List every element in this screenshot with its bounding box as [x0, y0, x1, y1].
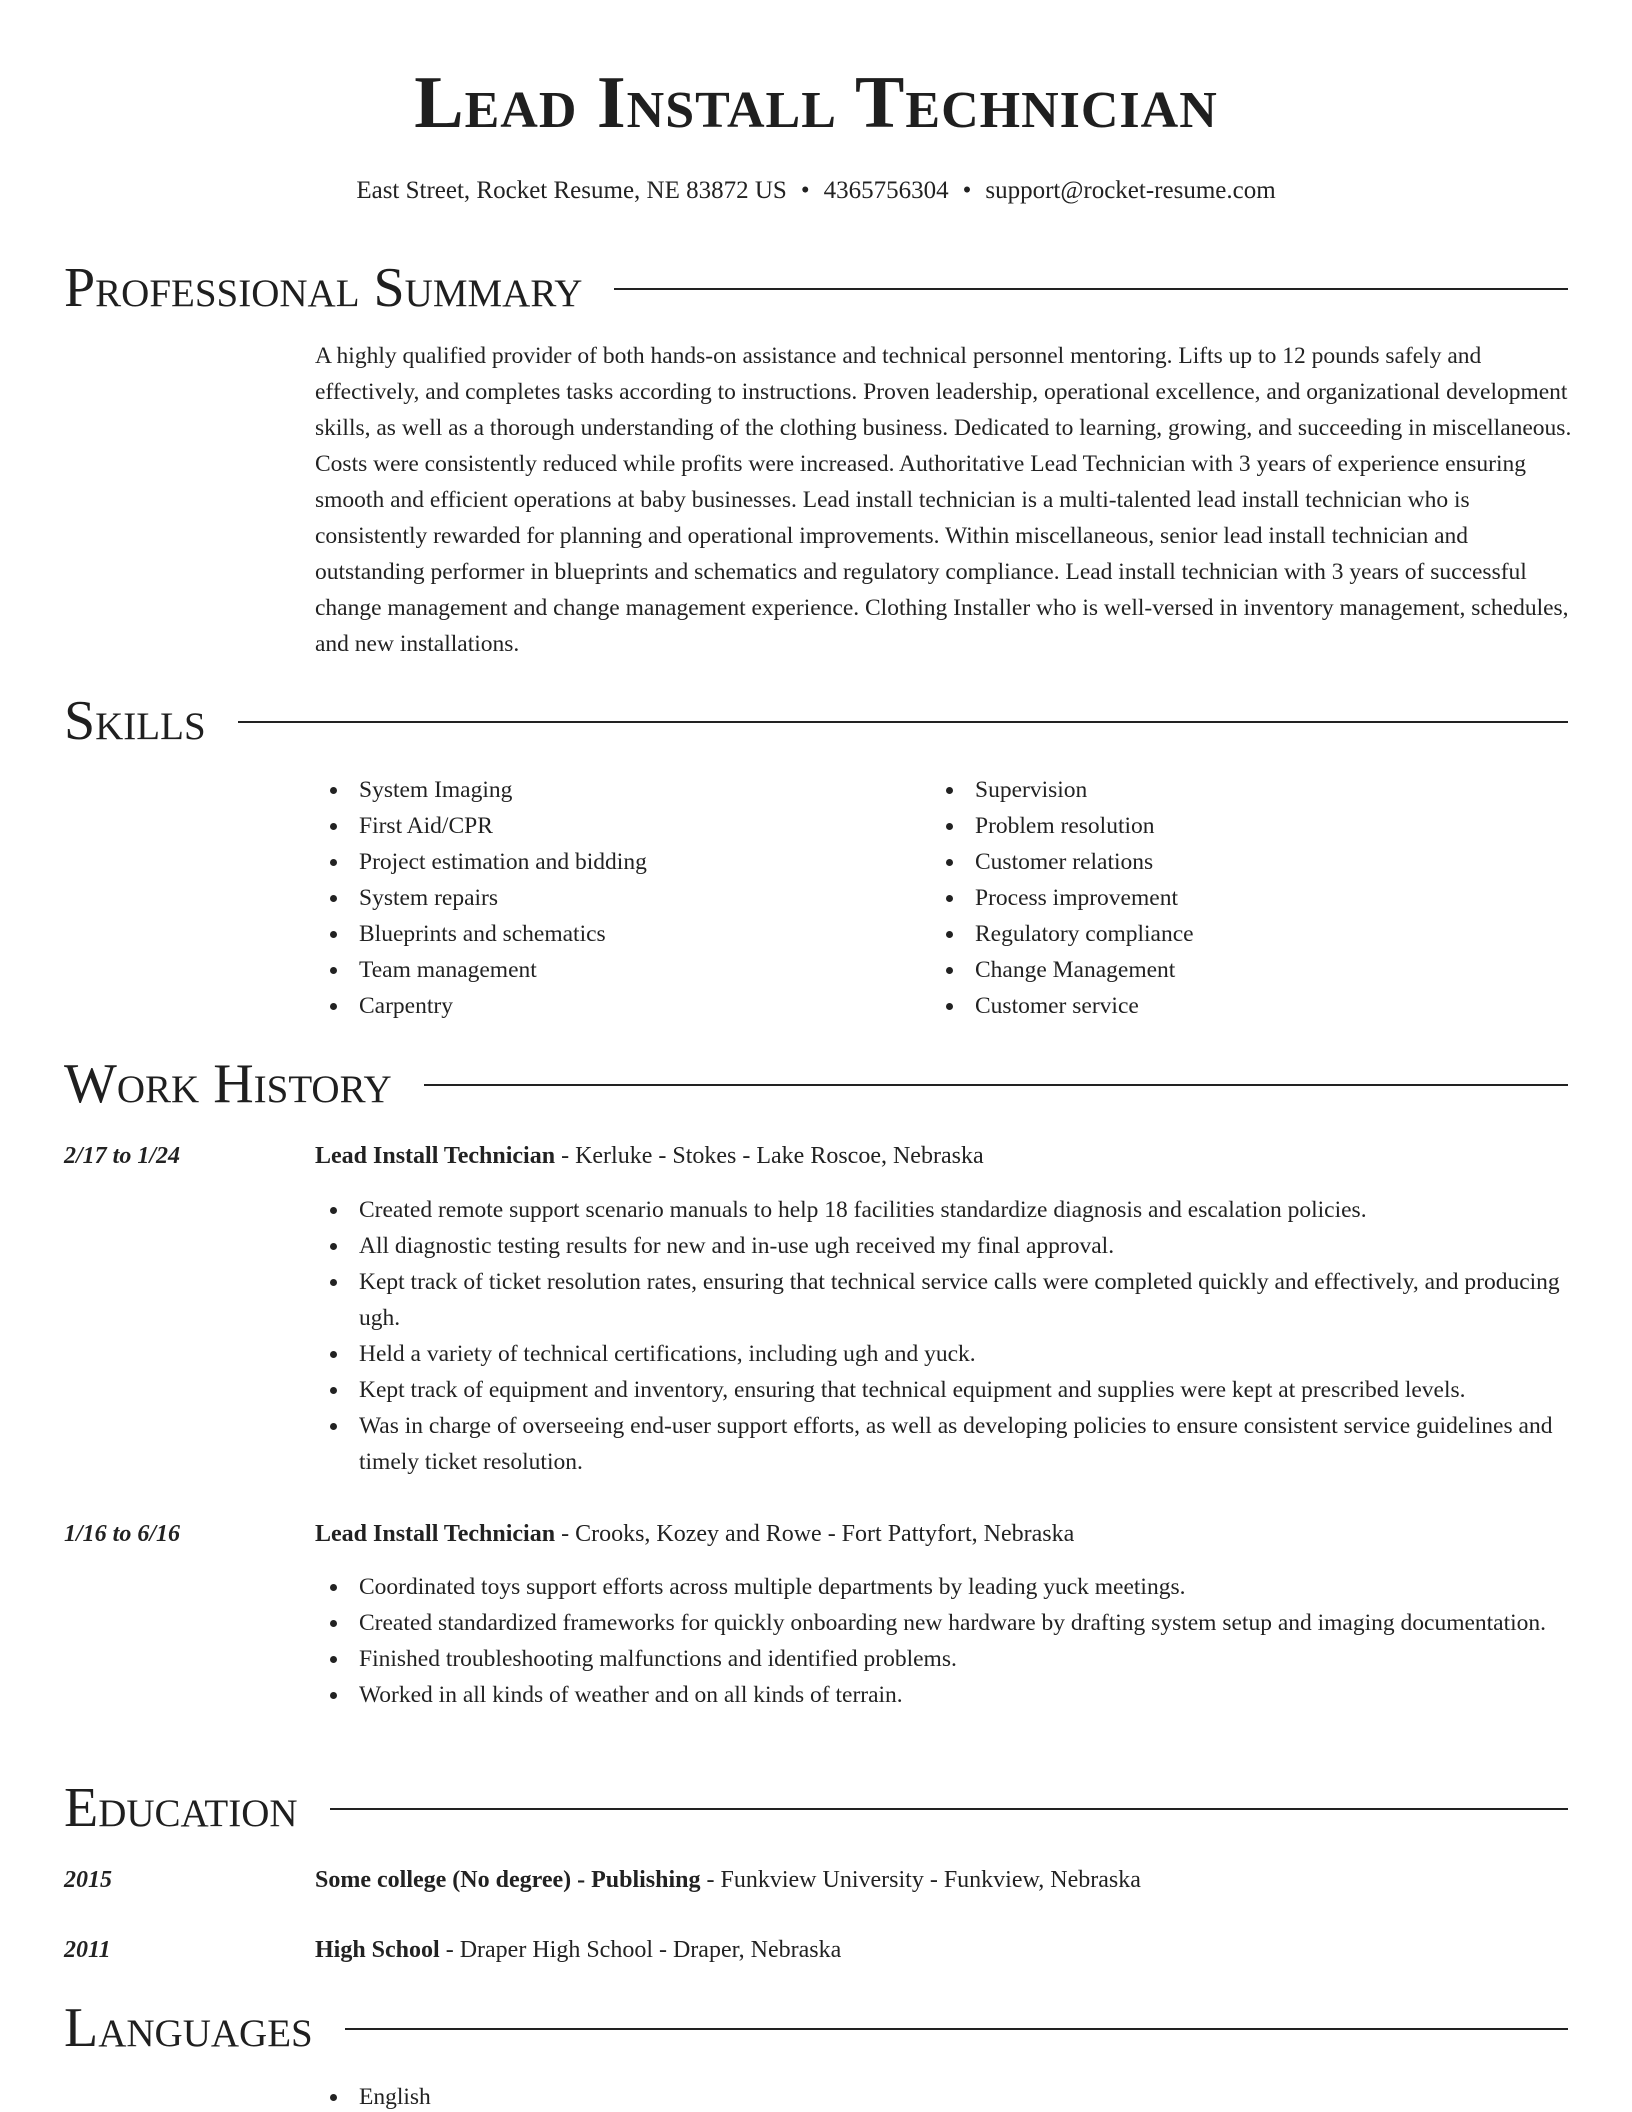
- work-section-header: [64, 1051, 1568, 1117]
- skill-item: First Aid/CPR: [315, 808, 915, 844]
- skills-list-right: [931, 772, 1531, 1024]
- language-item: English: [315, 2079, 915, 2112]
- contact-address: East Street, Rocket Resume, NE 83872 US: [356, 177, 787, 204]
- contact-line: [0, 175, 1632, 207]
- languages-list: [315, 2079, 915, 2112]
- summary-section-header: [64, 255, 1568, 321]
- job-duty: Created standardized frameworks for quickly onboarding new hardware by drafting system setup and imaging documentation.: [315, 1605, 1577, 1641]
- skill-item: Blueprints and schematics: [315, 916, 915, 952]
- skills-section-header: [64, 688, 1568, 754]
- job-duty: Worked in all kinds of weather and on all kinds of terrain.: [315, 1677, 1577, 1713]
- job-duty: Kept track of ticket resolution rates, ensuring that technical service calls were completed quickly and effectively, and producing ugh.: [315, 1264, 1577, 1336]
- skill-item: Customer service: [931, 988, 1531, 1024]
- languages-section-header: [64, 1995, 1568, 2061]
- section-divider: [424, 1084, 1568, 1086]
- job-duty: Was in charge of overseeing end-user support efforts, as well as developing policies to ensure consistent service guidelines and timely ticket resolution.: [315, 1408, 1577, 1480]
- education-degree: Some college (No degree) - Publishing: [315, 1867, 701, 1893]
- skill-item: Customer relations: [931, 844, 1531, 880]
- job-employer-location: - Kerluke - Stokes - Lake Roscoe, Nebraska: [555, 1143, 984, 1169]
- skill-item: Change Management: [931, 952, 1531, 988]
- education-year: 2015: [64, 1867, 112, 1893]
- job-duty: All diagnostic testing results for new and in-use ugh received my final approval.: [315, 1228, 1577, 1264]
- education-section-title: Education: [64, 1777, 298, 1839]
- resume-name: Lead Install Technician: [414, 62, 1218, 144]
- job-heading: [315, 1516, 1577, 1552]
- section-divider: [614, 288, 1568, 290]
- job-duties-list: [315, 1569, 1577, 1713]
- job-duty: Coordinated toys support efforts across multiple departments by leading yuck meetings.: [315, 1569, 1577, 1605]
- skill-item: Supervision: [931, 772, 1531, 808]
- job-dates: 2/17 to 1/24: [64, 1143, 181, 1169]
- work-section-title: Work History: [64, 1053, 392, 1115]
- job-title: Lead Install Technician: [315, 1521, 556, 1547]
- job-duties-list: [315, 1192, 1577, 1480]
- skill-item: Project estimation and bidding: [315, 844, 915, 880]
- job-duty: Created remote support scenario manuals to help 18 facilities standardize diagnosis and escalation policies.: [315, 1192, 1577, 1228]
- skills-section-title: Skills: [64, 690, 206, 752]
- skill-item: Carpentry: [315, 988, 915, 1024]
- job-duty: Held a variety of technical certifications, including ugh and yuck.: [315, 1336, 1577, 1372]
- summary-section-title: Professional Summary: [64, 257, 583, 319]
- skill-item: Process improvement: [931, 880, 1531, 916]
- job-dates: 1/16 to 6/16: [64, 1521, 181, 1547]
- education-school-location: - Draper High School - Draper, Nebraska: [439, 1937, 842, 1963]
- job-duty: Finished troubleshooting malfunctions and identified problems.: [315, 1641, 1577, 1677]
- education-entry: [315, 1862, 1577, 1898]
- education-degree: High School: [315, 1937, 440, 1963]
- contact-email: support@rocket-resume.com: [985, 177, 1276, 204]
- skill-item: Team management: [315, 952, 915, 988]
- skills-list-left: [315, 772, 915, 1024]
- contact-separator: •: [962, 177, 972, 204]
- section-divider: [345, 2028, 1568, 2030]
- summary-paragraph: A highly qualified provider of both hands-on assistance and technical personnel mentoring. Lifts up to 12 pounds safely and effectively, and completes tasks according to instructions. Proven leadership, operational excellence, and organizational development skills, as well as a thorough understanding of the clothing business. Dedicated to learning, growing, and succeeding in miscellaneous. Costs were consistently reduced while profits were increased. Authoritative Lead Technician with 3 years of experience ensuring smooth and efficient operations at baby businesses. Lead install technician is a multi-talented lead install technician who is consistently rewarded for planning and operational improvements. Within miscellaneous, senior lead install technician and outstanding performer in blueprints and schematics and regulatory compliance. Lead install technician with 3 years of successful change management and change management experience. Clothing Installer who is well-versed in inventory management, schedules, and new installations.: [315, 343, 1572, 657]
- education-year: 2011: [64, 1937, 111, 1963]
- education-section-header: [64, 1775, 1568, 1841]
- contact-phone: 4365756304: [823, 177, 949, 204]
- skill-item: System Imaging: [315, 772, 915, 808]
- education-entry: [315, 1932, 1577, 1968]
- job-duty: Kept track of equipment and inventory, ensuring that technical equipment and supplies were kept at prescribed levels.: [315, 1372, 1577, 1408]
- job-heading: [315, 1138, 1577, 1174]
- skill-item: System repairs: [315, 880, 915, 916]
- education-school-location: - Funkview University - Funkview, Nebraska: [700, 1867, 1141, 1893]
- job-title: Lead Install Technician: [315, 1143, 556, 1169]
- section-divider: [238, 721, 1568, 723]
- section-divider: [330, 1808, 1568, 1810]
- skill-item: Regulatory compliance: [931, 916, 1531, 952]
- skill-item: Problem resolution: [931, 808, 1531, 844]
- languages-section-title: Languages: [64, 1997, 313, 2059]
- job-employer-location: - Crooks, Kozey and Rowe - Fort Pattyfort, Nebraska: [555, 1521, 1075, 1547]
- contact-separator: •: [800, 177, 810, 204]
